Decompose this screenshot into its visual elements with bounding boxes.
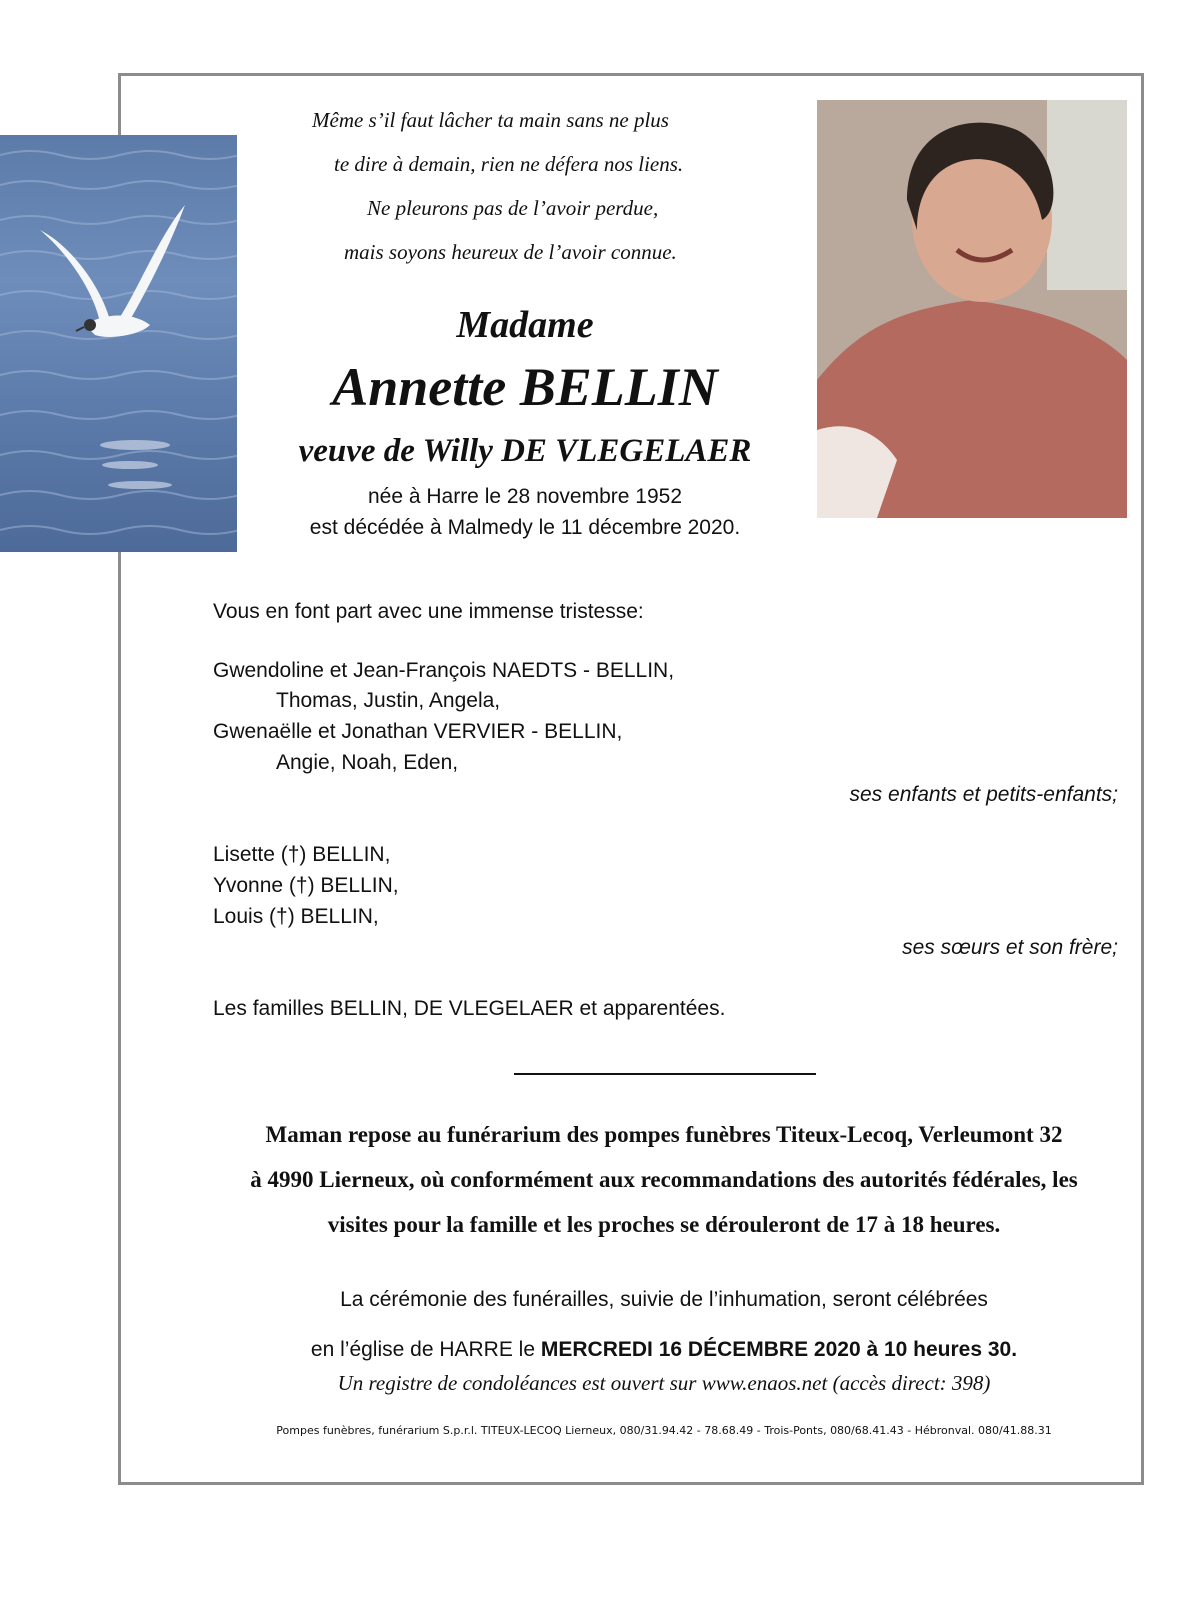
sibling-line: Louis (†) BELLIN, [213,905,379,928]
portrait-image [817,100,1127,518]
children-caption: ses enfants et petits-enfants; [849,783,1118,806]
birth-death-dates [250,481,800,543]
poem-line: Même s’il faut lâcher ta main sans ne plus [312,108,669,132]
divider [514,1073,816,1075]
condolences-note: Un registre de condoléances est ouvert sur www.enaos.net (accès direct: 398) [337,1371,991,1395]
visitation-line: à 4990 Lierneux, où conformément aux recommandations des autorités fédérales, les [250,1167,1078,1192]
sibling-line: Lisette (†) BELLIN, [213,843,391,866]
family-line: Thomas, Justin, Angela, [276,689,501,712]
seabird-photo [0,135,237,552]
widow-of: veuve de Willy DE VLEGELAER [298,433,752,469]
deceased-name: Annette BELLIN [332,357,718,417]
family-line: Gwendoline et Jean-François NAEDTS - BELLIN, [213,659,675,682]
poem [250,98,810,274]
poem-line: mais soyons heureux de l’avoir connue. [344,240,677,264]
ceremony-datetime: MERCREDI 16 DÉCEMBRE 2020 à 10 heures 30. [540,1338,1018,1361]
footer-contact: Pompes funèbres, funérarium S.p.r.l. TITEUX-LECOQ Lierneux, 080/31.94.42 - 78.68.49 - Trois-Ponts, 080/68.41.43 - Hébronval. 080/41.88.31 [276,1424,1052,1437]
family-line: Gwenaëlle et Jonathan VERVIER - BELLIN, [213,720,623,743]
seabird-image [0,135,237,552]
ceremony-line: La cérémonie des funérailles, suivie de l’inhumation, seront célébrées [340,1288,988,1311]
death-line: est décédée à Malmedy le 11 décembre 2020. [309,516,741,539]
ceremony-location: en l’église de HARRE le [310,1338,541,1361]
sibling-line: Yvonne (†) BELLIN, [213,874,399,897]
visitation-line: visites pour la famille et les proches se dérouleront de 17 à 18 heures. [327,1212,1001,1237]
ceremony-date-line [200,1338,1128,1362]
announcement-intro: Vous en font part avec une immense tristesse: [213,600,644,623]
families-line: Les familles BELLIN, DE VLEGELAER et apparentées. [213,997,726,1020]
family-line: Angie, Noah, Eden, [276,751,459,774]
siblings-caption: ses sœurs et son frère; [902,936,1118,959]
poem-line: te dire à demain, rien ne défera nos liens. [334,152,684,176]
visitation-line: Maman repose au funérarium des pompes funèbres Titeux-Lecoq, Verleumont 32 [265,1122,1063,1147]
birth-line: née à Harre le 28 novembre 1952 [367,485,683,508]
deceased-title: Madame [456,304,594,346]
poem-line: Ne pleurons pas de l’avoir perdue, [367,196,659,220]
portrait-photo [817,100,1127,518]
